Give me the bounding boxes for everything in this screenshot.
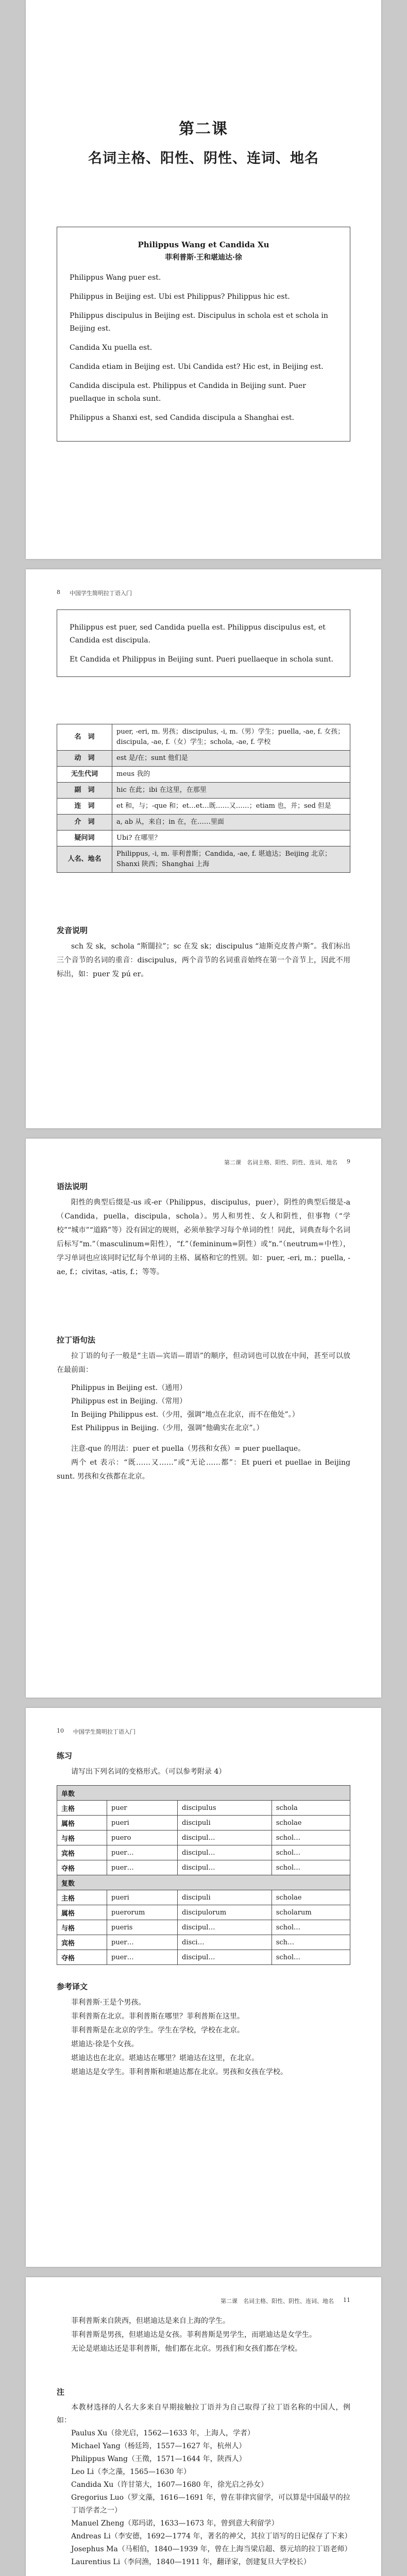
- form-cell: discipul…: [178, 1831, 272, 1845]
- vocab-category: 人名、地名: [57, 846, 112, 873]
- form-cell: puer…: [107, 1845, 178, 1860]
- book-title-head: 中国学生简明拉丁语入门: [70, 590, 132, 597]
- grammar-heading: 语法说明: [57, 1182, 88, 1191]
- syntax-heading: 拉丁语句法: [57, 1335, 96, 1345]
- plural-group-row: [57, 1875, 350, 1890]
- note-item: Andreas Li（李安德，1692—1774 年，著名的神父，其拉丁语写的日记保存了下来）: [71, 2532, 352, 2540]
- lesson-title: 名词主格、阳性、阴性、连词、地名: [88, 150, 319, 166]
- book-title-head: 中国学生简明拉丁语入门: [73, 1728, 135, 1735]
- form-cell: puer: [107, 1801, 178, 1816]
- reading-paragraph: Candida etiam in Beijing est. Ubi Candida est? Hic est, in Beijing est.: [70, 363, 324, 371]
- case-label: 与格: [57, 1920, 107, 1935]
- vocab-entry: puer, -eri, m. 男孩；discipulus, -i, m.（男）学生；puella, -ae, f. 女孩；discipula, -ae, f.（女）学生；schola, -ae, f. 学校: [112, 724, 350, 751]
- case-label: 宾格: [57, 1845, 107, 1860]
- page-number: 8: [57, 589, 60, 596]
- page-3: [26, 1139, 381, 1698]
- note-item: Candida Xu（许甘第大，1607—1680 年，徐光启之孙女）: [71, 2481, 268, 2489]
- case-label: 主格: [57, 1890, 107, 1905]
- running-head: [57, 589, 350, 597]
- et-et-usage-text: 两个 et 表示：“既……又……”或“无论……都”：Et pueri et puellae in Beijing sunt. 男孩和女孩都在北京。: [57, 1459, 350, 1481]
- vocab-entry: est 是/在；sunt 他们是: [112, 751, 350, 767]
- vocab-row: [57, 751, 350, 767]
- translation-line: 无论是堪迪达还是菲利普斯，他们都在北京。男孩们和女孩们都在学校。: [71, 2345, 302, 2353]
- vocab-entry: et 和，与；-que 和；et…et…既……又……；etiam 也，并；sed 但是: [112, 799, 350, 815]
- table-row: [57, 1950, 350, 1965]
- case-label: 属格: [57, 1905, 107, 1920]
- translation-line: 菲利普斯在北京。菲利普斯在哪里？菲利普斯在这里。: [71, 2012, 244, 2021]
- chapter-title-head: 第二课 名词主格、阳性、阴性、连词、地名: [224, 1159, 337, 1166]
- note-item: Leo Li（李之藻，1565—1630 年）: [71, 2468, 191, 2476]
- vocabulary-table: [57, 724, 350, 873]
- table-row: [57, 1905, 350, 1920]
- form-cell: discipul…: [178, 1845, 272, 1860]
- form-cell: puer…: [107, 1935, 178, 1950]
- form-cell: discipuli: [178, 1816, 272, 1831]
- case-label: 夺格: [57, 1860, 107, 1875]
- example-sentence: Philippus in Beijing est.（通用）: [71, 1384, 187, 1392]
- vocab-row: [57, 724, 350, 751]
- table-row: [57, 1831, 350, 1845]
- form-cell: puerorum: [107, 1905, 178, 1920]
- form-cell: schol…: [272, 1831, 350, 1845]
- vocab-category: 名 词: [57, 724, 112, 751]
- running-head: [57, 1727, 350, 1736]
- note-item: Paulus Xu（徐光启，1562—1633 年，上海人，学者）: [71, 2429, 255, 2437]
- reading-text-box-continued: [57, 609, 350, 677]
- singular-label: 单数: [57, 1786, 350, 1801]
- vocab-entry: hic 在此；ibi 在这里，在那里: [112, 783, 350, 799]
- note-item: Philippus Wang（王徵，1571—1644 年，陕西人）: [71, 2455, 246, 2463]
- vocab-row: [57, 831, 350, 846]
- note-item: Michael Yang（杨廷筠，1557—1627 年，杭州人）: [71, 2442, 246, 2450]
- page-number: 9: [347, 1158, 350, 1165]
- vocab-row: [57, 767, 350, 783]
- vocab-entry: Philippus, -i, m. 菲利普斯；Candida, -ae, f. 堪迪达；Beijing 北京；Shanxi 陕西；Shanghai 上海: [112, 846, 350, 873]
- notes-intro: 本教材选择的人名大多来自早期接触拉丁语并为自己取得了拉丁语名称的中国人，例如：: [57, 2403, 350, 2425]
- vocab-category: 介 词: [57, 815, 112, 831]
- plural-label: 复数: [57, 1875, 350, 1890]
- form-cell: pueris: [107, 1920, 178, 1935]
- translation-line: 堪迪达也在北京。堪迪达在哪里？堪迪达在这里，在北京。: [71, 2054, 259, 2062]
- translation-line: 堪迪达是女学生。菲利普斯和堪迪达都在北京。男孩和女孩在学校。: [71, 2068, 287, 2076]
- translation-line: 菲利普斯是在北京的学生。学生在学校，学校在北京。: [71, 2026, 244, 2035]
- vocab-row: [57, 783, 350, 799]
- reading-paragraph: Philippus a Shanxi est, sed Candida discipula a Shanghai est.: [70, 414, 294, 422]
- table-row: [57, 1860, 350, 1875]
- table-row: [57, 1845, 350, 1860]
- reading-paragraph: Candida Xu puella est.: [70, 344, 152, 352]
- exercise-heading: 练习: [57, 1751, 73, 1760]
- running-head: [57, 2297, 350, 2305]
- case-label: 宾格: [57, 1935, 107, 1950]
- form-cell: discipulus: [178, 1801, 272, 1816]
- form-cell: puer…: [107, 1950, 178, 1965]
- page-2: [26, 569, 381, 1128]
- vocab-entry: Ubi? 在哪里？: [112, 831, 350, 846]
- page-1: [26, 0, 381, 559]
- note-item: Josephus Ma（马相伯，1840—1939 年，曾在上海当梁启超、蔡元培的拉丁语老师）: [71, 2545, 352, 2553]
- form-cell: disci…: [178, 1935, 272, 1950]
- pronunciation-text: sch 发 sk，schola “斯闊拉”；sc 在发 sk；discipulus “迪斯克皮普卢斯”。我们标出三个音节的名词的重音：discipulus，两个音节的名词重音始终在第一个音节上，因此不用标出，如：puer 发 pú er。: [57, 942, 350, 978]
- translation-line: 堪迪达·徐是个女孩。: [71, 2040, 139, 2048]
- form-cell: scholae: [272, 1890, 350, 1905]
- form-cell: schol…: [272, 1950, 350, 1965]
- case-label: 夺格: [57, 1950, 107, 1965]
- que-usage-text: 注意-que 的用法：puer et puella（男孩和女孩）= puer puellaque。: [71, 1445, 306, 1453]
- page-number: 11: [343, 2297, 350, 2303]
- form-cell: discipul…: [178, 1950, 272, 1965]
- form-cell: schol…: [272, 1845, 350, 1860]
- reading-paragraph: Philippus est puer, sed Candida puella est. Philippus discipulus est, et Candida est discipula.: [70, 623, 326, 645]
- note-item: Laurentius Li（李问渔，1840—1911 年，翻译家，创建复旦大学校长）: [71, 2558, 311, 2566]
- case-label: 属格: [57, 1816, 107, 1831]
- form-cell: discipuli: [178, 1890, 272, 1905]
- running-head: [57, 1158, 350, 1166]
- form-cell: scholarum: [272, 1905, 350, 1920]
- table-row: [57, 1935, 350, 1950]
- vocab-category: 无生代词: [57, 767, 112, 783]
- form-cell: discipulorum: [178, 1905, 272, 1920]
- form-cell: sch…: [272, 1935, 350, 1950]
- example-sentence: Philippus est in Beijing.（常用）: [71, 1397, 187, 1405]
- example-sentence: In Beijing Philippus est.（少用，强调“地点在北京，而不在他处”。）: [71, 1411, 299, 1419]
- form-cell: scholae: [272, 1816, 350, 1831]
- syntax-text: 拉丁语的句子一般是“主语—宾语—谓语”的顺序，但动词也可以放在中间，甚至可以放在最前面：: [57, 1352, 350, 1374]
- vocab-entry: a, ab 从，来自；in 在，在……里面: [112, 815, 350, 831]
- reading-paragraph: Philippus in Beijing est. Ubi est Philippus? Philippus hic est.: [70, 293, 290, 301]
- reading-subtitle: 菲利普斯·王和堪迪达·徐: [165, 253, 242, 262]
- translation-line: 菲利普斯来自陕西，但堪迪达是来自上海的学生。: [71, 2317, 230, 2325]
- reading-title: Philippus Wang et Candida Xu: [138, 240, 269, 249]
- table-row: [57, 1890, 350, 1905]
- chapter-title-head: 第二课 名词主格、阳性、阴性、连词、地名: [221, 2298, 334, 2304]
- vocab-row: [57, 846, 350, 873]
- form-cell: discipul…: [178, 1920, 272, 1935]
- lesson-number: 第二课: [179, 120, 228, 138]
- singular-group-row: [57, 1786, 350, 1801]
- page-number: 10: [57, 1727, 64, 1734]
- form-cell: pueri: [107, 1816, 178, 1831]
- example-sentence: Est Philippus in Beijing.（少用，强调“他确实在北京”。）: [71, 1424, 264, 1432]
- translation-line: 菲利普斯是男孩，但堪迪达是女孩。菲利普斯是男学生，而堪迪达是女学生。: [71, 2331, 316, 2339]
- table-row: [57, 1816, 350, 1831]
- case-label: 主格: [57, 1801, 107, 1816]
- reading-paragraph: Philippus Wang puer est.: [70, 274, 161, 282]
- form-cell: schol…: [272, 1860, 350, 1875]
- form-cell: puer…: [107, 1860, 178, 1875]
- vocab-category: 疑问词: [57, 831, 112, 846]
- reading-text-box: [57, 227, 350, 442]
- form-cell: discipul…: [178, 1860, 272, 1875]
- form-cell: pueri: [107, 1890, 178, 1905]
- reading-paragraph: Et Candida et Philippus in Beijing sunt. Pueri puellaeque in schola sunt.: [70, 655, 334, 664]
- form-cell: puero: [107, 1831, 178, 1845]
- table-row: [57, 1801, 350, 1816]
- vocab-entry: meus 我的: [112, 767, 350, 783]
- page-4: [26, 1708, 381, 2267]
- case-label: 与格: [57, 1831, 107, 1845]
- vocab-category: 副 词: [57, 783, 112, 799]
- note-item: Manuel Zheng（郑玛诺，1633—1673 年，曾到意大利留学）: [71, 2519, 279, 2528]
- note-item: Gregorius Luo（罗文藻，1616—1691 年，曾在菲律宾留学，可以算是中国最早的拉丁语学者之一）: [71, 2494, 350, 2515]
- vocab-category: 连 词: [57, 799, 112, 815]
- page-5: [26, 2277, 381, 2576]
- translation-heading: 参考译文: [57, 1982, 88, 1991]
- notes-heading: 注: [57, 2387, 65, 2397]
- translation-line: 菲利普斯·王是个男孩。: [71, 1998, 146, 2007]
- form-cell: schol…: [272, 1920, 350, 1935]
- form-cell: schola: [272, 1801, 350, 1816]
- table-row: [57, 1920, 350, 1935]
- pronunciation-heading: 发音说明: [57, 926, 88, 935]
- vocab-row: [57, 815, 350, 831]
- exercise-instructions: 请写出下列名词的变格形式。（可以参考附录 4）: [71, 1768, 226, 1776]
- reading-paragraph: Candida discipula est. Philippus et Candida in Beijing sunt. Puer puellaque in schola sunt.: [70, 382, 306, 403]
- declension-exercise-table: [57, 1785, 350, 1965]
- reading-paragraph: Philippus discipulus in Beijing est. Discipulus in schola est et schola in Beijing est.: [70, 312, 328, 333]
- vocab-category: 动 词: [57, 751, 112, 767]
- vocab-row: [57, 799, 350, 815]
- grammar-text: 阳性的典型后缀是-us 或-er（Philippus，discipulus，puer），阴性的典型后缀是-a（Candida，puella，discipula，schola）。男人和男性、女人和阴性，但事物（“学校”“城市”“道路”等）没有固定的规则，必须单独学习每个单词的性！同此，词典查每个名词后标写“m.”（masculinum=阳性），“f.”（femininum=阴性）或“n.”（neutrum=中性），学习单词也应该同时记忆每个单词的主格、属格和它的性别。如：puer, -eri, m.；puella, -ae, f.；civitas, -atis, f.；等等。: [57, 1198, 350, 1276]
